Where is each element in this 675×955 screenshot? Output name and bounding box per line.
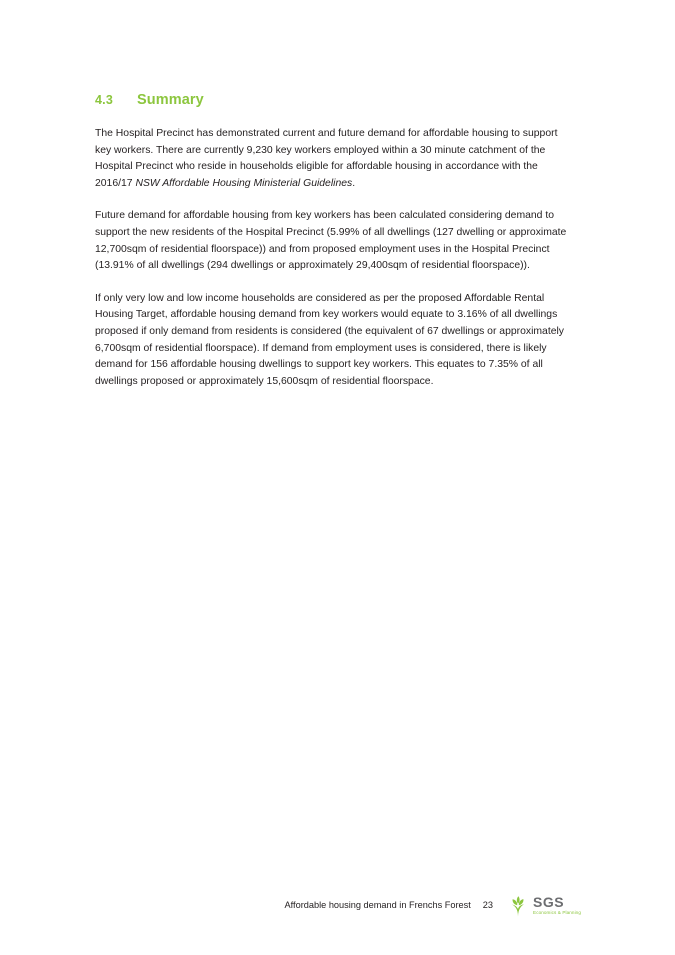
paragraph-1-run-1: The Hospital Precinct has demonstrated current and future demand for affordable housing to support key workers. There are currently 9,230 key workers employed within a 30 minute catchment of the Hospital Precinct who reside in households eligible for affordable housing in accordance with the 2016/17 bbox=[95, 128, 558, 189]
paragraph-3 bbox=[95, 291, 575, 391]
footer-page-number: 23 bbox=[482, 900, 494, 910]
sgs-logo-text bbox=[533, 895, 581, 916]
sgs-logo bbox=[507, 893, 581, 917]
section-number: 4.3 bbox=[95, 93, 113, 107]
sgs-leaf-logo-icon bbox=[507, 893, 529, 917]
page-footer bbox=[0, 883, 675, 917]
paragraph-1-run-2-italic: NSW Affordable Housing Ministerial Guidelines bbox=[135, 177, 353, 189]
footer-inner bbox=[285, 893, 581, 917]
paragraph-3-run-1: If only very low and low income households are considered as per the proposed Affordable Rental Housing Target, affordable housing demand from key workers would equate to 3.16% of all dwellings proposed if only demand from residents is considered (the equivalent of 67 dwellings or approximately 6,700sqm of residential floorspace). If demand from employment uses is considered, there is likely demand for 156 affordable housing dwellings to support key workers. This equates to 7.35% of all dwellings proposed or approximately 15,600sqm of residential floorspace. bbox=[95, 292, 564, 387]
section-heading bbox=[95, 92, 575, 108]
paragraph-1 bbox=[95, 126, 575, 192]
paragraph-2 bbox=[95, 208, 575, 274]
footer-title: Affordable housing demand in Frenchs Forest bbox=[284, 900, 471, 910]
page-content bbox=[95, 92, 575, 390]
sgs-logo-name: SGS bbox=[533, 893, 565, 910]
paragraph-1-run-3: . bbox=[352, 177, 356, 189]
paragraph-2-run-1: Future demand for affordable housing from key workers has been calculated considering demand to support the new residents of the Hospital Precinct (5.99% of all dwellings (127 dwelling or approximate 12,700sqm of residential floorspace)) and from proposed employment uses in the Hospital Precinct (13.91% of all dwellings (294 dwellings or approximately 29,400sqm of residential floorspace)). bbox=[95, 210, 567, 272]
section-title: Summary bbox=[137, 92, 204, 108]
sgs-logo-tagline: Economics & Planning bbox=[533, 909, 581, 915]
